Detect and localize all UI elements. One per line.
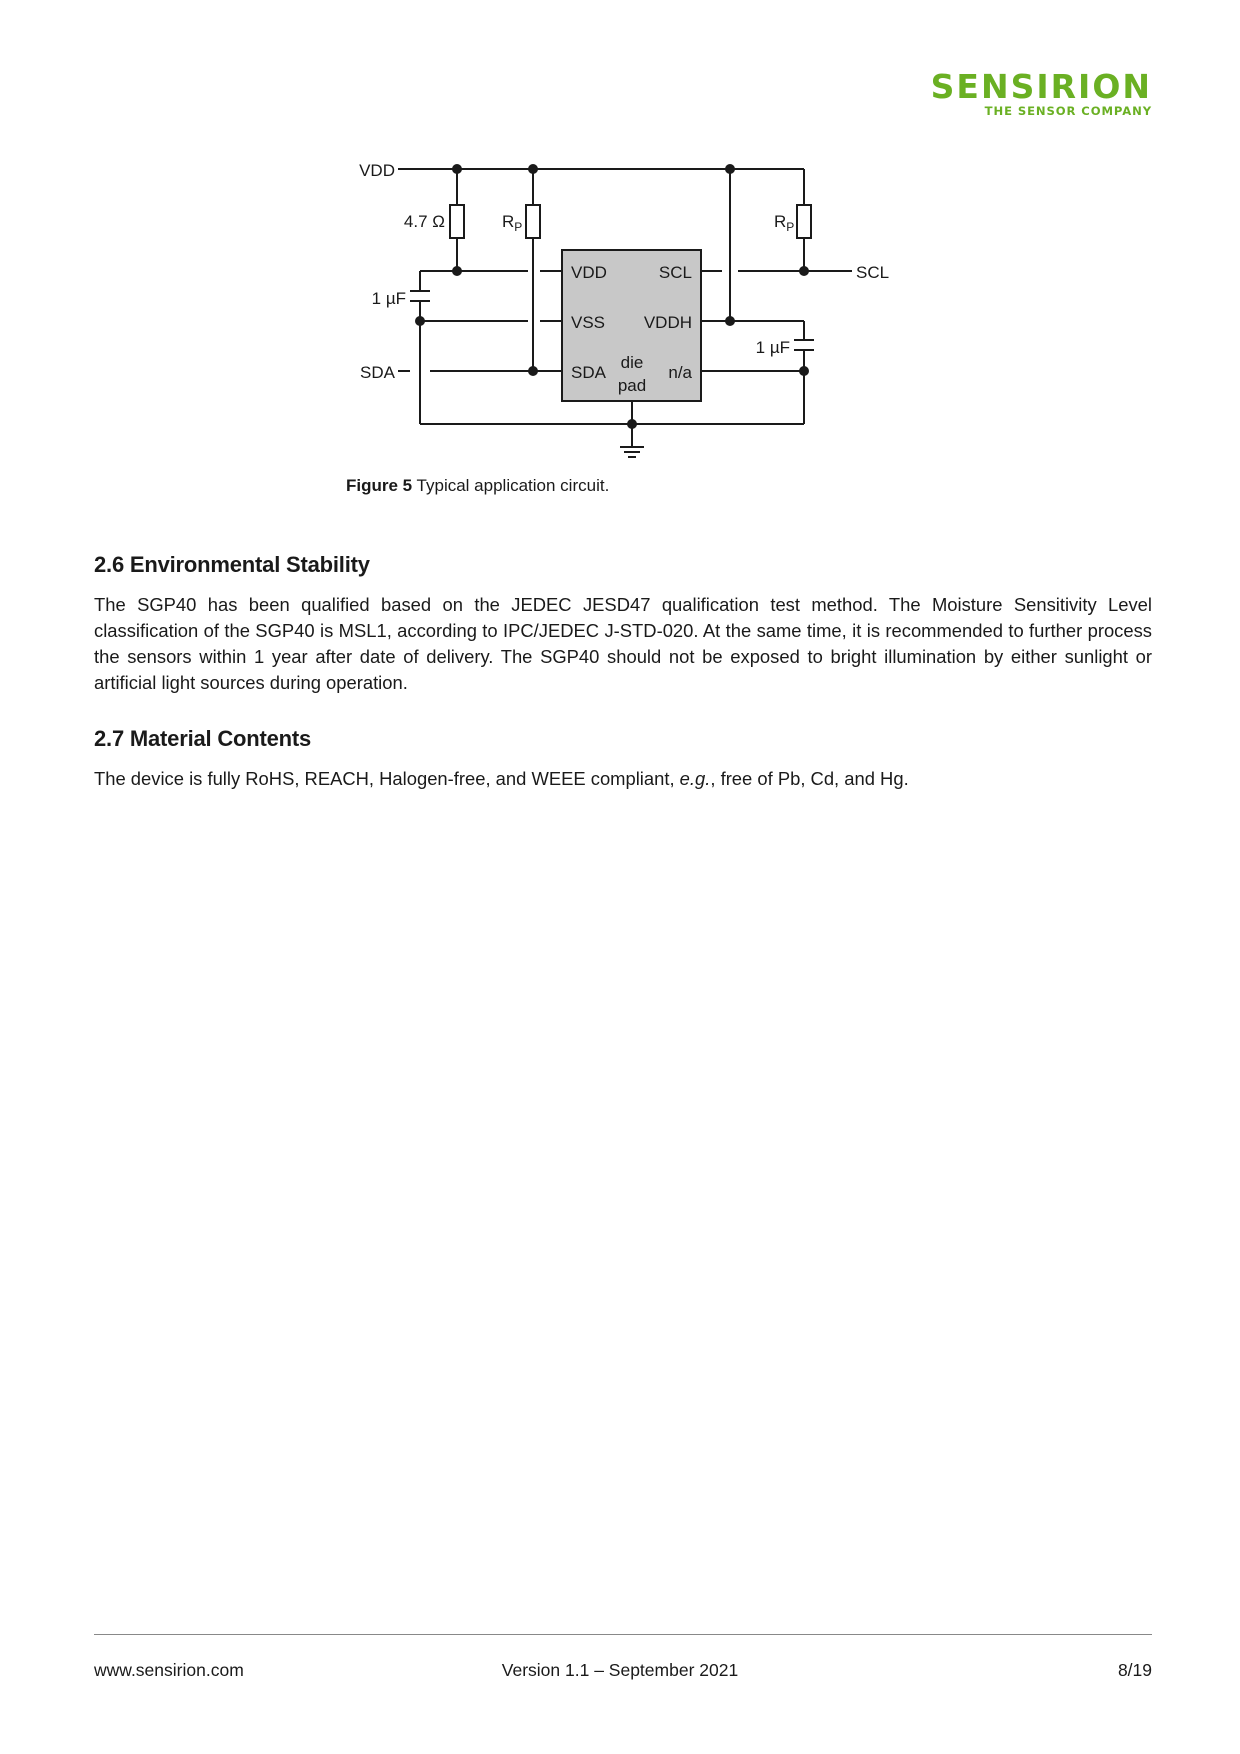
scl-output-label: SCL xyxy=(856,263,890,282)
logo-name: SENSIRION xyxy=(930,67,1152,106)
figure-caption-label: Figure 5 xyxy=(346,476,413,495)
pin-sda-label: SDA xyxy=(571,363,606,382)
ground-symbol xyxy=(620,447,644,457)
pin-scl-label: SCL xyxy=(658,263,692,282)
pad-label: pad xyxy=(617,376,647,395)
footer-page-number: 8/19 xyxy=(1117,1660,1152,1680)
resistor-rp-right xyxy=(797,205,811,238)
footer-website-link[interactable]: www.sensirion.com xyxy=(94,1660,244,1680)
section-body-material-contents: The device is fully RoHS, REACH, Halogen-free, and WEEE compliant, e.g., free of Pb, Cd, and Hg. xyxy=(94,768,909,789)
capacitor-right xyxy=(794,340,814,350)
resistor-4-7-ohm xyxy=(450,205,464,238)
pin-na-label: n/a xyxy=(668,363,692,382)
section-heading-environmental-stability: 2.6 Environmental Stability xyxy=(94,552,370,577)
pin-vdd-label: VDD xyxy=(571,263,607,282)
section-body-environmental-stability: The SGP40 has been qualified based on the JEDEC JESD47 qualification test method. The Moisture Sensitivity Level classification of the SGP40 is MSL1, according to IPC/JEDEC J-STD-020. At the same time, it is recommended to further process the sensors within 1 year after date of delivery. The SGP40 should not be exposed to bright illumination by either sunlight or artificial light sources during operation. xyxy=(94,594,1152,693)
rp-left-label: $R_P$ xyxy=(502,212,523,234)
die-label: die xyxy=(620,353,644,372)
footer-divider xyxy=(94,1634,1152,1635)
sda-input-label: SDA xyxy=(360,363,395,382)
pin-vddh-label: VDDH xyxy=(643,313,692,332)
resistor-4-7-label: 4.7 Ω xyxy=(403,212,445,231)
figure-caption xyxy=(346,476,609,496)
rp-right-label: $R_P$ xyxy=(774,212,795,234)
logo-tagline: THE SENSOR COMPANY xyxy=(984,104,1152,118)
vdd-rail-label: VDD xyxy=(359,161,395,180)
cap-left-label: 1 µF xyxy=(371,289,406,308)
resistor-rp-left xyxy=(526,205,540,238)
application-circuit-diagram xyxy=(0,0,1240,470)
footer-version: Version 1.1 – September 2021 xyxy=(501,1660,739,1680)
cap-right-label: 1 µF xyxy=(755,338,790,357)
figure-caption-text: Typical application circuit. xyxy=(412,476,610,495)
capacitor-left xyxy=(410,291,430,301)
pin-vss-label: VSS xyxy=(571,313,606,332)
section-heading-material-contents: 2.7 Material Contents xyxy=(94,726,312,751)
